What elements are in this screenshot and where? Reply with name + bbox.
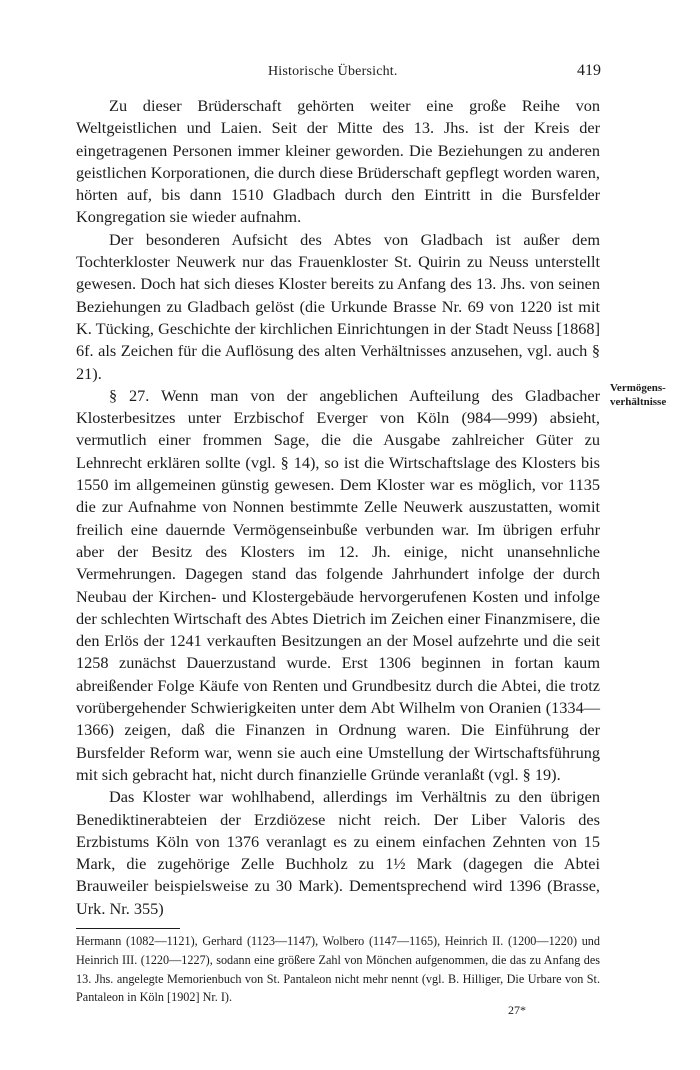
page-number: 419 <box>577 62 601 79</box>
paragraph-wealth: Das Kloster war wohlhabend, allerdings im Verhältnis zu den übrigen Benediktinerabteien der Erzdiözese nicht reich. Der Liber Valoris des Erzbistums Köln von 1376 veranlagt es zu einem einfachen Zehnten von 15 Mark, die zugehörige Zelle Buchholz zu 1½ Mark (dagegen die Abtei Brauweiler beispielsweise zu 30 Mark). Dementsprechend wird 1396 (Brasse, Urk. Nr. 355) <box>76 787 600 918</box>
paragraph-section-27: § 27. Wenn man von der angeblichen Aufteilung des Gladbacher Klosterbesitzes unter Erzbischof Everger von Köln (984—999) absieht, vermutlich einer frommen Sage, die die Ausgabe zahlreicher Güter zu Lehnrecht erklären sollte (vgl. § 14), so ist die Wirtschaftslage des Klosters bis 1550 im allgemeinen günstig gewesen. Dem Kloster war es möglich, vor 1135 die zur Aufnahme von Nonnen bestimmte Zelle Neuwerk auszustatten, womit freilich eine dauernde Vermögenseinbuße verbunden war. Im übrigen erfuhr aber der Besitz des Klosters im 12. Jh. einige, nicht unansehnliche Vermehrungen. Dagegen stand das folgende Jahrhundert infolge der durch Neubau der Kirchen- und Klostergebäude hervorgerufenen Kosten und infolge der schlechten Wirtschaft des Abtes Dietrich im Zeichen einer Finanzmisere, die den Erlös der 1241 verkauften Besitzungen an der Mosel aufzehrte und die seit 1258 zunächst Dauerzustand wurde. Erst 1306 beginnen in fortan kaum abreißender Folge Käufe von Renten und Grundbesitz durch die Abtei, die trotz vorübergehender Schwierigkeiten unter dem Abt Wilhelm von Oranien (1334—1366) zeigen, daß die Finanzen in Ordnung waren. Die Einführung der Bursfelder Reform war, wenn sie auch eine Umstellung der Wirtschaftsführung mit sich gebracht hat, nicht durch finanzielle Gründe veranlaßt (vgl. § 19). <box>76 385 600 784</box>
footnote: Hermann (1082—1121), Gerhard (1123—1147), Wolbero (1147—1165), Heinrich II. (1200—1220) und Heinrich III. (1220—1227), sodann eine größere Zahl von Mönchen aufgenommen, die das zu Anfang des 13. Jhs. angelegte Memorienbuch von St. Pantaleon nicht mehr nennt (vgl. B. Hilliger, Die Urbare von St. Pantaleon in Köln [1902] Nr. I). <box>76 934 600 1005</box>
main-text <box>76 95 600 920</box>
marginal-note <box>610 381 694 409</box>
marginal-note-line-2: verhältnisse <box>610 396 667 408</box>
marginal-note-line-1: Vermögens- <box>610 382 666 394</box>
signature-mark: 27* <box>508 1003 526 1017</box>
running-head: Historische Übersicht. <box>268 64 398 79</box>
footnote-rule <box>76 928 180 929</box>
paragraph-supervision: Der besonderen Aufsicht des Abtes von Gladbach ist außer dem Tochterkloster Neuwerk nur das Frauenkloster St. Quirin zu Neuss unterstellt gewesen. Doch hat sich dieses Kloster bereits zu Anfang des 13. Jhs. von seinen Beziehungen zu Gladbach gelöst (die Urkunde Brasse Nr. 69 von 1220 ist mit K. Tücking, Geschichte der kirchlichen Einrichtungen in der Stadt Neuss [1868] 6f. als Zeichen für die Auflösung des alten Verhältnisses anzusehen, vgl. auch § 21). <box>76 229 600 383</box>
paragraph-brotherhood: Zu dieser Brüderschaft gehörten weiter eine große Reihe von Weltgeistlichen und Laien. Seit der Mitte des 13. Jhs. ist der Kreis der eingetragenen Personen immer kleiner geworden. Die Beziehungen zu anderen geistlichen Korporationen, die durch diese Brüderschaft gepflegt worden waren, hörten auf, bis dann 1510 Gladbach durch den Eintritt in die Bursfelder Kongregation sie wieder aufnahm. <box>76 96 600 227</box>
